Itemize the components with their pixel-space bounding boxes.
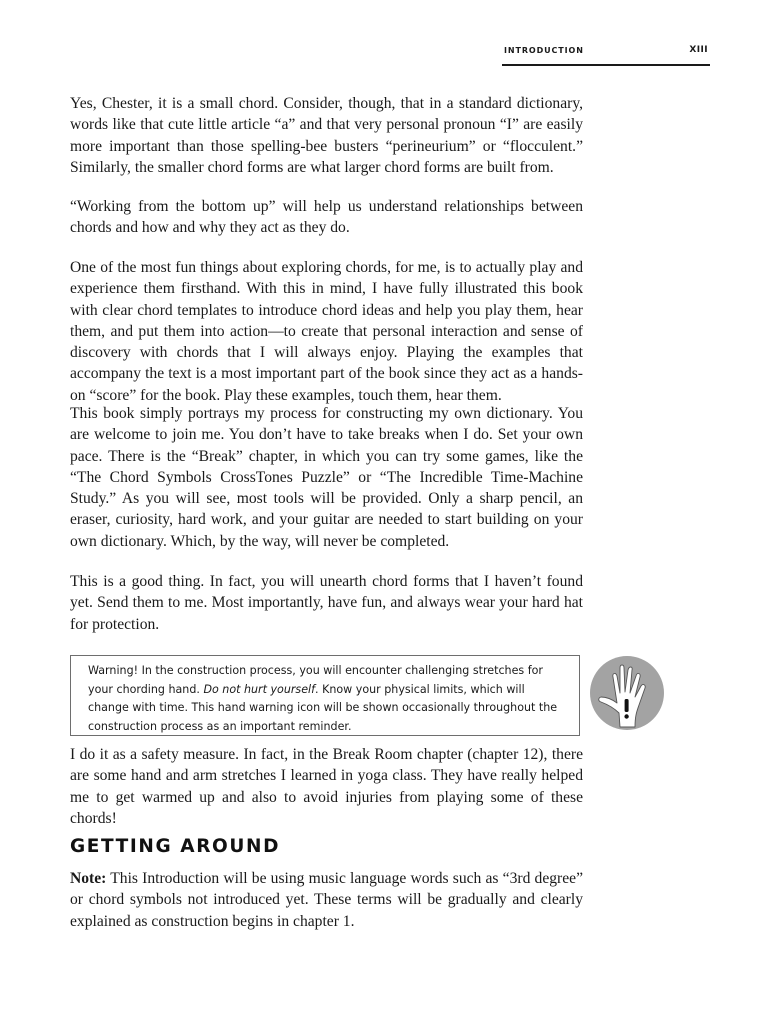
exclamation-bar	[625, 699, 629, 712]
exclamation-dot	[624, 714, 628, 718]
warning-emphasis: Do not hurt yourself	[203, 682, 316, 696]
paragraph-safety-measure: I do it as a safety measure. In fact, in the Break Room chapter (chapter 12), there are some hand and arm stretches I learned in yoga class. They have really helped me to get warmed up and also to avoid injuries from playing some of these chords!	[70, 746, 583, 827]
paragraph-small-chord: Yes, Chester, it is a small chord. Consider, though, that in a standard dictionary, words like that cute little article “a” and that very personal pronoun “I” are easily more important than those spelling-bee busters “perineurium” or “flocculent.” Similarly, the smaller chord forms are what larger chord forms are built from.	[70, 95, 583, 176]
paragraph-good-thing: This is a good thing. In fact, you will unearth chord forms that I haven’t found yet. Send them to me. Most importantly, have fun, and always wear your hard hat for protection.	[70, 573, 583, 633]
running-head-section: INTRODUCTION	[504, 46, 584, 55]
note-paragraph	[70, 868, 583, 932]
paragraph-bottom-up: “Working from the bottom up” will help us understand relationships between chords and how and why they act as they do.	[70, 198, 583, 237]
warning-callout	[70, 655, 580, 736]
warning-text-after: . Know your physical limits, which will change with time. This hand warning icon will be shown occasionally throughout the construction process as an important reminder.	[88, 682, 558, 733]
running-head	[502, 42, 710, 66]
hand-warning-icon	[589, 655, 665, 731]
paragraph-dictionary-process: This book simply portrays my process for constructing my own dictionary. You are welcome to join me. You don’t have to take breaks when I do. Set your own pace. There is the “Break” chapter, in which you can try some games, like the “The Chord Symbols CrossTones Puzzle” or “The Incredible Time-Machine Study.” As you will see, most tools will be provided. Only a sharp pencil, an eraser, curiosity, hard work, and your guitar are needed to start building on your own dictionary. Which, by the way, will never be completed.	[70, 405, 583, 550]
warning-text-before: Warning! In the construction process, you will encounter challenging stretches for your chording hand.	[88, 664, 543, 696]
paragraph-play-chords: One of the most fun things about exploring chords, for me, is to actually play and experience them firsthand. With this in mind, I have fully illustrated this book with clear chord templates to introduce chord ideas and help you play them, hear them, and put them into action—to create that personal interaction and sense of discovery with chords that I will always enjoy. Playing the examples that accompany the text is a most important part of the book since they act as a hands-on “score” for the book. Play these examples, touch them, hear them.	[70, 259, 583, 404]
note-text: This Introduction will be using music language words such as “3rd degree” or chord symbols not introduced yet. These terms will be gradually and clearly explained as construction begins in chapter 1.	[70, 870, 583, 930]
note-label: Note:	[70, 870, 107, 887]
page-number: XIII	[689, 45, 708, 55]
section-heading-getting-around: GETTING AROUND	[70, 836, 281, 857]
